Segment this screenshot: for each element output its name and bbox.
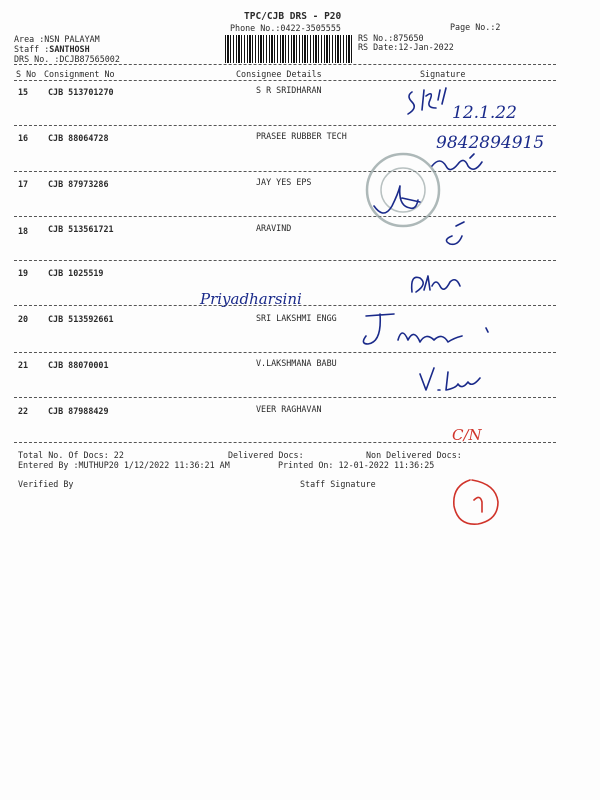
signature-20 <box>363 314 488 344</box>
signature-18 <box>446 222 464 244</box>
handwritten-name: Priyadharsini <box>200 290 302 308</box>
row-consignment: CJB 87988429 <box>48 406 109 416</box>
signature-15 <box>408 88 446 114</box>
column-consignee: Consignee Details <box>236 69 322 79</box>
row-consignee: SRI LAKSHMI ENGG <box>256 313 337 323</box>
delivered-docs: Delivered Docs: <box>228 450 304 460</box>
row-consignee: V.LAKSHMANA BABU <box>256 358 337 368</box>
row-sno: 17 <box>18 179 29 189</box>
stamp <box>367 154 439 226</box>
row-consignee: VEER RAGHAVAN <box>256 404 322 414</box>
row-sno: 22 <box>18 406 29 416</box>
column-signature: Signature <box>420 69 466 79</box>
row-consignee: PRASEE RUBBER TECH <box>256 131 347 141</box>
column-sno: S No <box>16 69 37 79</box>
verified-by: Verified By <box>18 479 74 489</box>
document-title: TPC/CJB DRS - P20 <box>244 11 342 22</box>
row-consignee: ARAVIND <box>256 223 292 233</box>
column-consignment: Consignment No <box>44 69 115 79</box>
row-consignment: CJB 513701270 <box>48 87 114 97</box>
row-sno: 21 <box>18 360 29 370</box>
red-note: C/N <box>452 426 482 444</box>
handwritten-phone: 9842894915 <box>436 133 545 153</box>
row-sno: 20 <box>18 314 29 324</box>
page-number: Page No.:2 <box>450 22 501 32</box>
printed-on: Printed On: 12-01-2022 11:36:25 <box>278 460 435 470</box>
entered-by: Entered By :MUTHUP20 1/12/2022 11:36:21 AM <box>18 460 230 470</box>
phone-number: Phone No.:0422-3505555 <box>230 23 341 33</box>
staff-name: SANTHOSH <box>49 44 90 54</box>
staff-signature-label: Staff Signature <box>300 479 376 489</box>
area-label: Area :NSN PALAYAM <box>14 34 100 44</box>
row-consignment: CJB 513561721 <box>48 224 114 234</box>
signature-19 <box>412 276 460 292</box>
row-sno: 19 <box>18 268 29 278</box>
row-consignment: CJB 513592661 <box>48 314 114 324</box>
red-circle-mark <box>454 480 498 524</box>
non-delivered-docs: Non Delivered Docs: <box>366 450 462 460</box>
signature-21 <box>420 368 480 390</box>
row-consignee: JAY YES EPS <box>256 177 312 187</box>
total-docs: Total No. Of Docs: 22 <box>18 450 124 460</box>
row-sno: 16 <box>18 133 29 143</box>
signature-16 <box>432 154 482 170</box>
signature-date: 12.1.22 <box>452 103 517 123</box>
row-consignment: CJB 87973286 <box>48 179 109 189</box>
row-consignment: CJB 1025519 <box>48 268 104 278</box>
rs-date: RS Date:12-Jan-2022 <box>358 42 454 52</box>
row-sno: 15 <box>18 87 29 97</box>
row-consignment: CJB 88064728 <box>48 133 109 143</box>
rs-number: RS No.:875650 <box>358 33 424 43</box>
row-consignee: S R SRIDHARAN <box>256 85 322 95</box>
drs-number: DRS No. :DCJB87565002 <box>14 54 120 64</box>
row-consignment: CJB 88070001 <box>48 360 109 370</box>
staff-label: Staff : <box>14 44 50 54</box>
row-sno: 18 <box>18 226 29 236</box>
